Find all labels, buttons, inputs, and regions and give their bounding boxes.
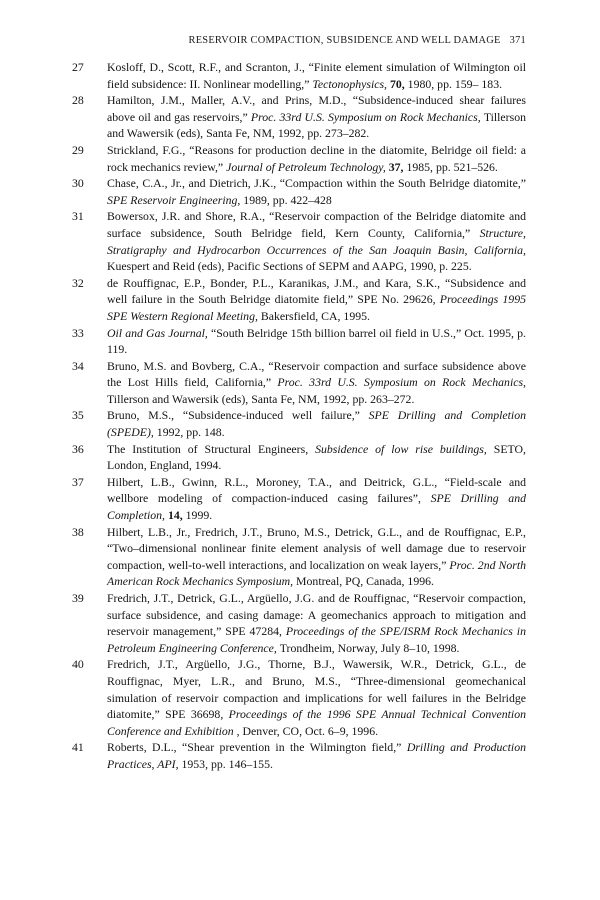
reference-text [107,275,526,325]
reference-item [72,358,526,408]
reference-number: 33 [72,325,84,340]
reference-number: 36 [72,441,84,456]
reference-item [72,590,526,656]
reference-number: 39 [72,591,84,605]
reference-text [107,407,526,440]
reference-segment: Subsidence of low rise buildings, [315,441,494,456]
reference-segment: , Denver, CO, Oct. 6–9, 1996. [236,723,379,738]
references-list [72,59,526,773]
running-header [72,35,526,46]
reference-number: 38 [72,524,84,539]
reference-text [107,656,526,739]
reference-segment: 70, [389,76,408,91]
reference-number: 29 [72,142,84,157]
reference-segment: Proceedings of the 1996 SPE Annual Technical Convention Conference and Exhibition [107,707,527,738]
reference-text [107,175,526,208]
reference-text [107,474,526,524]
reference-item [72,142,526,175]
reference-segment: Journal of Petroleum Technology, [226,159,389,174]
reference-segment: Fredrich, J.T., Argüello, J.G., Thorne, B.J., Wawersik, W.R., Detrick, G.L., de Rouffignac, Myer, L.R., and Bruno, M.S., “Three-dimensional geomechanical simulation of reservoir compaction and implications for well failures in the Belridge diatomite,” SPE 36698, [107,657,526,722]
reference-number: 30 [72,176,84,191]
reference-item [72,325,526,358]
reference-segment: Chase, C.A., Jr., and Dietrich, J.K., “Compaction within the South Belridge diatomite,” [107,176,526,191]
reference-segment: Roberts, D.L., “Shear prevention in the Wilmington field,” [107,740,407,755]
reference-segment: Proc. 33rd U.S. Symposium on Rock Mechanics, [277,375,526,390]
reference-segment: 1953, pp. 146–155. [181,756,273,771]
reference-segment: Drilling and Production Practices, API, [107,740,526,771]
reference-text [107,208,526,274]
page-number: 371 [509,35,526,46]
reference-text [107,358,526,408]
reference-segment: Structure, Stratigraphy and Hydrocarbon Occurrences of the San Joaquin Basin, California, [107,225,526,257]
reference-text [107,590,526,656]
reference-segment: Hilbert, L.B., Jr., Fredrich, J.T., Bruno, M.S., Detrick, G.L., and de Rouffignac, E.P., “Two–dimensional nonlinear finite element analysis of well damage due to reservoir compaction, well-to-well interactions, and localization on weak layers,” [107,524,526,572]
reference-segment: Oil and Gas Journal, [107,325,211,340]
reference-segment: Proc. 33rd U.S. Symposium on Rock Mechanics, [250,109,484,124]
reference-text [107,739,526,772]
reference-segment: 1980, pp. 159– 183. [407,76,503,91]
reference-segment: 1989, pp. 422–428 [243,192,332,207]
reference-segment: SPE Reservoir Engineering, [107,192,244,207]
reference-segment: SPE Drilling and Completion, [107,491,527,523]
reference-segment: Bruno, M.S. and Bovberg, C.A., “Reservoir compaction and surface subsidence above the Lost Hills field, California,” [107,358,526,390]
reference-number: 34 [72,358,84,373]
reference-item [72,441,526,474]
reference-segment: Tillerson and Wawersik (eds), Santa Fe, NM, 1992, pp. 273–282. [107,109,526,141]
reference-number: 27 [72,60,84,74]
reference-segment: Hamilton, J.M., Maller, A.V., and Prins, M.D., “Subsidence-induced shear failures above oil and gas reservoirs,” [107,93,526,124]
reference-item [72,407,526,440]
reference-segment: Proceedings 1995 SPE Western Regional Meeting, [107,292,526,323]
reference-item [72,524,526,590]
reference-segment: de Rouffignac, E.P., Bonder, P.L., Karanikas, J.M., and Kara, S.K., “Subsidence and well failure in the South Belridge diatomite field,” SPE No. 29626, [107,275,526,307]
reference-item [72,656,526,739]
reference-number: 37 [72,474,84,489]
reference-segment: Fredrich, J.T., Detrick, G.L., Argüello, J.G. and de Rouffignac, “Reservoir compaction, surface subsidence, and casing damage: A geomechanics approach to mitigation and reservoir management,” SPE 47284, [107,591,526,639]
reference-segment: “South Belridge 15th billion barrel oil field in U.S.,” Oct. 1995, p. 119. [107,325,526,357]
reference-segment: Kosloff, D., Scott, R.F., and Scranton, J., “Finite element simulation of Wilmington oil field subsidence: II. Nonlinear modelling,” [107,60,526,91]
reference-segment: Kuespert and Reid (eds), Pacific Sections of SEPM and AAPG, 1990, p. 225. [107,259,472,274]
reference-segment: 1985, pp. 521–526. [406,159,498,174]
reference-number: 31 [72,209,84,224]
reference-segment: Bakersfield, CA, 1995. [260,308,370,323]
reference-item [72,175,526,208]
reference-segment: Bruno, M.S., “Subsidence-induced well failure,” [107,408,369,423]
reference-number: 35 [72,408,84,423]
reference-segment: 37, [388,159,407,174]
reference-text [107,92,526,142]
reference-segment: Montreal, PQ, Canada, 1996. [296,574,434,589]
reference-number: 41 [72,740,84,755]
reference-item [72,92,526,142]
reference-segment: SETO, London, England, 1994. [107,441,526,473]
reference-segment: Hilbert, L.B., Gwinn, R.L., Moroney, T.A., and Deitrick, G.L., “Field-scale and wellbore modeling of compaction-induced casing failures”, [107,474,526,506]
reference-segment: 14, [167,508,186,523]
reference-item [72,474,526,524]
reference-text [107,441,526,474]
reference-segment: 1999. [185,508,213,523]
reference-segment: 1992, pp. 148. [156,425,225,440]
reference-item [72,739,526,772]
reference-segment: Proceedings of the SPE/ISRM Rock Mechanics in Petroleum Engineering Conference, [107,624,526,655]
reference-item [72,208,526,274]
reference-text [107,142,526,175]
reference-segment: Proc. 2nd North American Rock Mechanics Symposium, [107,557,526,589]
reference-text [107,59,526,92]
reference-segment: Bowersox, J.R. and Shore, R.A., “Reservoir compaction of the Belridge diatomite and surface subsidence, South Belridge field, Kern County, California,” [107,209,526,240]
reference-item [72,59,526,92]
reference-segment: Trondheim, Norway, July 8–10, 1998. [279,640,460,655]
reference-segment: Tillerson and Wawersik (eds), Santa Fe, NM, 1992, pp. 263–272. [107,391,415,406]
reference-segment: Strickland, F.G., “Reasons for production decline in the diatomite, Belridge oil field: a rock mechanics review,” [107,142,526,174]
reference-segment: Tectonophysics, [312,76,390,91]
reference-item [72,275,526,325]
reference-number: 32 [72,275,84,290]
reference-number: 28 [72,93,84,108]
reference-segment: The Institution of Structural Engineers, [107,441,316,456]
reference-number: 40 [72,657,84,672]
reference-text [107,325,526,358]
running-header-title: RESERVOIR COMPACTION, SUBSIDENCE AND WELL DAMAGE [188,35,501,46]
reference-segment: SPE Drilling and Completion (SPEDE), [107,408,527,440]
reference-text [107,524,526,590]
